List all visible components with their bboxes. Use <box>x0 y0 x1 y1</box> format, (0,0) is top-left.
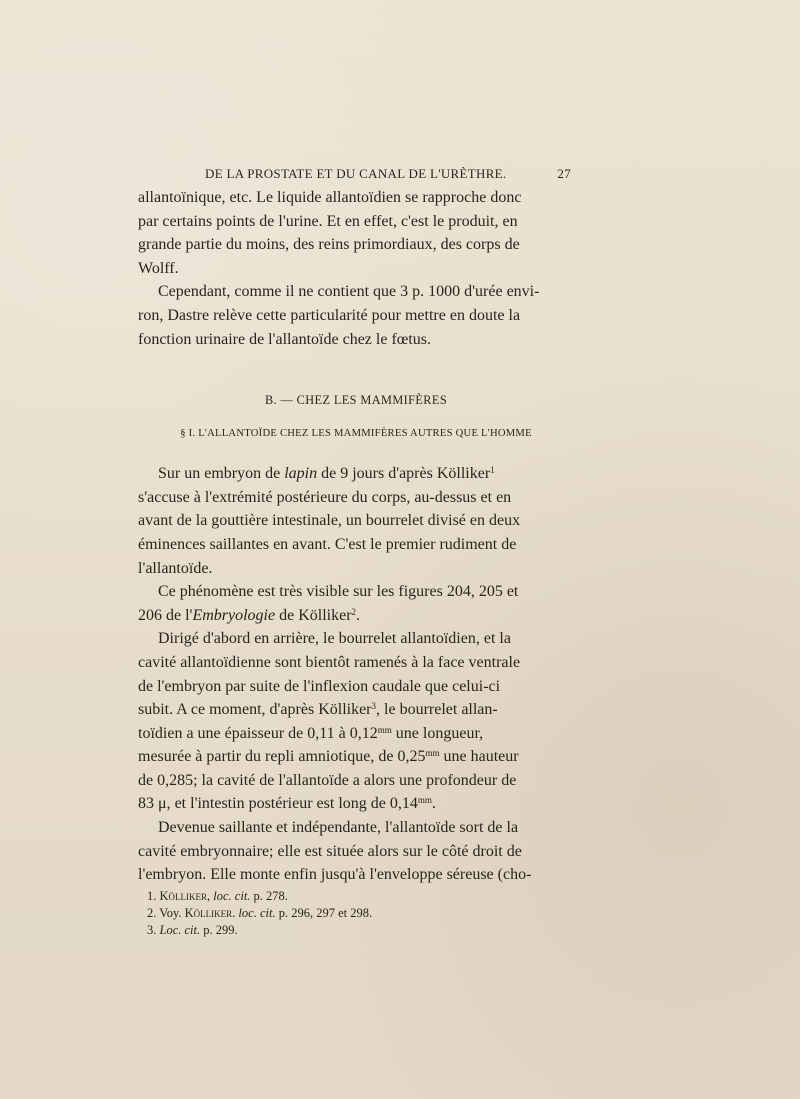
footnote-2-author: Kölliker <box>184 906 233 920</box>
paragraph-5-line-3: de l'embryon par suite de l'inflexion caudale que celui-ci <box>138 677 501 695</box>
subsection-heading: § I. L'ALLANTOÏDE CHEZ LES MAMMIFÈRES AUTRES QUE L'HOMME <box>180 428 532 440</box>
footnote-2-sep: . <box>232 906 239 920</box>
paragraph-4-line-2a: 206 de l' <box>138 606 193 624</box>
footnote-3-number: 3. <box>147 923 157 937</box>
paragraph-6-line-1: Devenue saillante et indépendante, l'allantoïde sort de la <box>158 819 519 837</box>
intro-line-3: grande partie du moins, des reins primordiaux, des corps de <box>138 236 520 254</box>
footnote-1 <box>147 888 497 905</box>
intro-line-1: allantoïnique, etc. Le liquide allantoïdien se rapproche donc <box>138 189 522 206</box>
paragraph-3-line-1b: de 9 jours d'après Kölliker <box>317 465 491 483</box>
footnote-3-text: p. 299. <box>200 923 238 937</box>
paragraph-2-line-3: fonction urinaire de l'allantoïde chez le fœtus. <box>138 330 431 348</box>
paragraph-4-line-2c: . <box>356 606 361 624</box>
intro-paragraph <box>138 186 574 280</box>
paragraph-4-line-2b: de Kölliker <box>275 606 352 624</box>
footnote-2-text: p. 296, 297 et 298. <box>275 906 373 920</box>
section-heading-block <box>138 393 574 440</box>
paragraph-4-italic-embryologie: Embryologie <box>192 606 276 624</box>
intro-line-4: Wolff. <box>138 259 179 277</box>
paragraph-6-line-2: cavité embryonnaire; elle est située alors sur le côté droit de <box>138 842 522 860</box>
running-title: DE LA PROSTATE ET DU CANAL DE L'URÈTHRE. <box>205 166 507 181</box>
page-number: 27 <box>557 166 571 181</box>
footnote-ref-3: 3 <box>371 701 377 712</box>
paragraph-2 <box>138 280 574 351</box>
unit-mm-2: mm <box>425 748 440 759</box>
paragraph-3-line-5: l'allantoïde. <box>138 559 213 577</box>
intro-line-2: par certains points de l'urine. Et en effet, c'est le produit, en <box>138 212 518 230</box>
paragraph-5-line-6a: mesurée à partir du repli amniotique, de 0,25 <box>138 748 426 766</box>
footnote-1-sep: , <box>207 889 214 903</box>
paragraph-5-line-5b: une longueur, <box>391 724 484 742</box>
paragraph-5-line-5a: toïdien a une épaisseur de 0,11 à 0,12 <box>138 724 378 742</box>
main-text <box>138 186 574 887</box>
paragraph-5-line-8b: . <box>431 795 436 813</box>
paragraph-3-line-4: éminences saillantes en avant. C'est le premier rudiment de <box>138 535 517 553</box>
footnote-1-author: Kölliker <box>159 889 208 903</box>
footnotes <box>147 888 497 939</box>
paragraph-5-line-6b: une hauteur <box>439 748 519 766</box>
paragraph-3-line-1a: Sur un embryon de <box>158 465 285 483</box>
footnote-1-italic: loc. cit. <box>213 889 251 903</box>
paragraph-5-line-7: de 0,285; la cavité de l'allantoïde a alors une profondeur de <box>138 771 517 789</box>
paragraph-2-line-1: Cependant, comme il ne contient que 3 p. 1000 d'urée envi- <box>158 283 540 301</box>
unit-mm-3: mm <box>417 795 432 806</box>
paragraph-3-line-3: avant de la gouttière intestinale, un bourrelet divisé en deux <box>138 512 521 530</box>
paragraph-5-line-4a: subit. A ce moment, d'après Kölliker <box>138 701 372 719</box>
paragraph-6 <box>138 816 574 887</box>
paragraph-4 <box>138 580 574 627</box>
footnote-ref-2: 2 <box>351 606 357 617</box>
footnote-ref-1: 1 <box>490 465 495 476</box>
section-heading: B. — CHEZ LES MAMMIFÈRES <box>264 393 448 408</box>
paragraph-5-line-4b: , le bourrelet allan- <box>376 701 498 719</box>
paragraph-5-line-8a: 83 μ, et l'intestin postérieur est long de 0,14 <box>138 795 418 813</box>
paragraph-3-italic-lapin: lapin <box>284 465 318 483</box>
footnote-1-text: p. 278. <box>250 889 288 903</box>
paragraph-2-line-2: ron, Dastre relève cette particularité pour mettre en doute la <box>138 306 521 324</box>
paragraph-4-line-1: Ce phénomène est très visible sur les figures 204, 205 et <box>158 583 519 601</box>
footnote-2-italic: loc. cit. <box>238 906 276 920</box>
paragraph-5-line-1: Dirigé d'abord en arrière, le bourrelet allantoïdien, et la <box>158 630 511 648</box>
paragraph-3-line-2: s'accuse à l'extrémité postérieure du corps, au-dessus et en <box>138 488 512 506</box>
paragraph-3 <box>138 462 574 580</box>
footnote-3-italic: Loc. cit. <box>159 923 201 937</box>
footnote-2-number: 2. <box>147 906 157 920</box>
footnote-2 <box>147 905 497 922</box>
footnote-1-number: 1. <box>147 889 157 903</box>
footnote-3 <box>147 922 497 939</box>
paragraph-5-line-2: cavité allantoïdienne sont bientôt ramenés à la face ventrale <box>138 653 521 671</box>
unit-mm-1: mm <box>377 724 392 735</box>
paragraph-6-line-3: l'embryon. Elle monte enfin jusqu'à l'enveloppe séreuse (cho- <box>138 866 532 884</box>
paragraph-5 <box>138 627 574 816</box>
footnote-2-prefix: Voy. <box>159 906 185 920</box>
